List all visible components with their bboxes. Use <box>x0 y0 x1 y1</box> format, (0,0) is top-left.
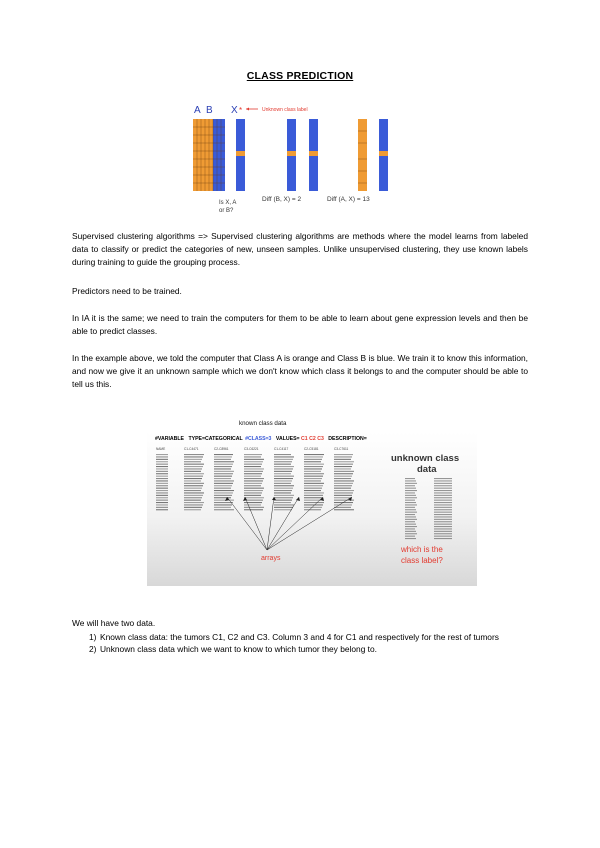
table-cell <box>405 516 416 517</box>
table-cell <box>184 471 201 472</box>
table-cell <box>244 492 262 493</box>
table-cell <box>214 454 233 455</box>
table-cell <box>434 478 452 479</box>
header-nclass: #CLASS=3 <box>245 436 272 442</box>
table-cell <box>214 473 233 474</box>
table-cell <box>434 483 452 484</box>
column-header-6: C3-C7611 <box>334 447 349 451</box>
table-cell <box>334 473 353 474</box>
table-cell <box>434 531 452 532</box>
table-cell <box>214 500 234 501</box>
table-cell <box>214 502 233 503</box>
table-cell <box>405 521 415 522</box>
table-cell <box>156 464 168 465</box>
table-cell <box>184 492 204 493</box>
table-cell <box>274 478 293 479</box>
diff-ax-label: Diff (A, X) = 13 <box>327 196 370 203</box>
table-cell <box>274 500 292 501</box>
table-cell <box>334 497 351 498</box>
table-cell <box>156 502 168 503</box>
table-cell <box>244 507 264 508</box>
table-cell <box>214 507 231 508</box>
table-cell <box>304 456 323 457</box>
table-cell <box>274 504 294 505</box>
table-cell <box>274 468 293 469</box>
diff-ax-mark-2 <box>379 151 388 156</box>
table-cell <box>214 468 231 469</box>
table-cell <box>334 495 352 496</box>
table-cell <box>214 488 231 489</box>
table-cell <box>244 466 261 467</box>
list-item-text: Known class data: the tumors C1, C2 and C3. Column 3 and 4 for C1 and respectively for the rest of tumors <box>100 631 499 642</box>
table-cell <box>214 459 231 460</box>
table-cell <box>405 488 416 489</box>
table-cell <box>156 466 168 467</box>
table-cell <box>184 478 202 479</box>
table-cell <box>434 516 452 517</box>
table-cell <box>156 497 168 498</box>
label-x: X <box>231 105 238 116</box>
table-cell <box>184 466 203 467</box>
table-cell <box>244 459 264 460</box>
table-cell <box>274 473 291 474</box>
table-cell <box>434 533 452 534</box>
table-cell <box>274 485 294 486</box>
label-b: B <box>206 105 213 116</box>
table-cell <box>244 504 261 505</box>
table-cell <box>434 490 452 491</box>
header-values-list: C1 C2 C3 <box>301 436 324 442</box>
table-cell <box>405 497 417 498</box>
table-cell <box>405 538 416 539</box>
table-cell <box>244 461 263 462</box>
table-cell <box>244 500 263 501</box>
table-cell <box>405 531 416 532</box>
table-cell <box>244 488 264 489</box>
table-cell <box>434 526 452 527</box>
table-cell <box>405 524 416 525</box>
table-cell <box>304 495 323 496</box>
table-cell <box>274 456 294 457</box>
known-class-label: known class data <box>239 420 287 427</box>
table-cell <box>405 533 417 534</box>
table-cell <box>214 497 231 498</box>
table-cell <box>334 480 354 481</box>
table-cell <box>405 504 417 505</box>
unknown-subtitle: data <box>417 464 437 475</box>
table-cell <box>214 466 232 467</box>
table-cell <box>274 461 292 462</box>
table-cell <box>214 504 232 505</box>
table-cell <box>274 480 292 481</box>
table-cell <box>156 456 168 457</box>
table-cell <box>434 509 452 510</box>
arrow-head-icon <box>246 108 249 111</box>
table-cell <box>156 488 168 489</box>
table-cell <box>156 480 168 481</box>
table-cell <box>274 464 291 465</box>
table-cell <box>334 459 351 460</box>
table-cell <box>304 504 323 505</box>
table-cell <box>244 497 264 498</box>
arrays-label: arrays <box>261 555 281 562</box>
table-cell <box>405 490 417 491</box>
table-cell <box>405 507 415 508</box>
table-cell <box>156 492 168 493</box>
table-cell <box>214 492 233 493</box>
table-cell <box>304 454 324 455</box>
table-cell <box>434 504 452 505</box>
table-cell <box>274 471 292 472</box>
column-header-name: NAME <box>156 447 166 451</box>
table-cell <box>214 461 234 462</box>
table-cell <box>434 514 452 515</box>
table-cell <box>434 528 452 529</box>
table-cell <box>184 473 204 474</box>
column-header-1: C1-C4471 <box>184 447 199 451</box>
table-cell <box>304 466 323 467</box>
table-cell <box>405 514 415 515</box>
table-cell <box>405 500 415 501</box>
table-cell <box>214 480 234 481</box>
table-cell <box>184 497 202 498</box>
table-cell <box>434 485 452 486</box>
table-cell <box>184 454 204 455</box>
table-cell <box>304 502 324 503</box>
table-cell <box>184 495 203 496</box>
unknown-class-label: Unknown class label <box>262 107 308 113</box>
table-cell <box>214 485 232 486</box>
class-data-figure <box>147 420 477 586</box>
table-cell <box>244 471 263 472</box>
list-item <box>72 631 528 644</box>
table-cell <box>184 509 201 510</box>
column-header-5: C2-C5181 <box>304 447 319 451</box>
table-cell <box>304 500 321 501</box>
paragraph-supervised: Supervised clustering algorithms => Supervised clustering algorithms are methods where the model learns from labeled data to classify or predict the categories of new, unseen samples. Unlike unsupervised clustering, they use known labels during training to guide the grouping process. <box>72 231 528 267</box>
which-label-line-1: which is the <box>401 545 443 554</box>
table-cell <box>304 507 322 508</box>
table-cell <box>334 485 352 486</box>
table-cell <box>214 476 232 477</box>
table-cell <box>405 495 416 496</box>
diff-ax-column-1 <box>358 119 367 191</box>
header-description: DESCRIPTION= <box>328 436 367 442</box>
table-cell <box>304 509 321 510</box>
sample-x-mark <box>236 151 245 156</box>
table-cell <box>334 466 352 467</box>
table-cell <box>184 507 202 508</box>
table-cell <box>405 485 415 486</box>
table-cell <box>434 495 452 496</box>
table-cell <box>434 519 452 520</box>
table-cell <box>244 473 262 474</box>
column-header-3: C3-C6221 <box>244 447 259 451</box>
column-header-2: C2-C8961 <box>214 447 229 451</box>
table-cell <box>434 536 452 537</box>
table-cell <box>434 538 452 539</box>
list-item-text: Unknown class data which we want to know to which tumor they belong to. <box>100 644 377 654</box>
table-cell <box>274 502 291 503</box>
table-cell <box>156 468 168 469</box>
table-cell <box>304 478 322 479</box>
table-cell <box>405 480 416 481</box>
asterisk-icon: * <box>239 106 243 115</box>
paragraph-predictors: Predictors need to be trained. <box>72 286 182 296</box>
table-cell <box>334 483 353 484</box>
class-comparison-figure <box>182 100 400 218</box>
table-cell <box>304 488 322 489</box>
table-cell <box>304 471 321 472</box>
list-intro: We will have two data. <box>72 618 156 628</box>
table-cell <box>244 485 261 486</box>
table-cell <box>334 471 354 472</box>
table-cell <box>304 461 321 462</box>
table-cell <box>156 507 168 508</box>
table-cell <box>304 476 323 477</box>
table-cell <box>434 502 452 503</box>
table-cell <box>334 504 352 505</box>
label-a: A <box>194 105 201 116</box>
table-cell <box>156 495 168 496</box>
table-cell <box>214 464 233 465</box>
table-cell <box>244 478 264 479</box>
table-cell <box>156 490 168 491</box>
class-a-column <box>193 119 213 191</box>
table-cell <box>156 461 168 462</box>
table-cell <box>156 500 168 501</box>
table-cell <box>405 519 417 520</box>
table-cell <box>334 509 354 510</box>
table-cell <box>274 459 293 460</box>
table-cell <box>156 478 168 479</box>
table-cell <box>405 512 417 513</box>
table-cell <box>244 476 261 477</box>
table-cell <box>405 509 416 510</box>
table-cell <box>274 483 291 484</box>
table-cell <box>274 509 292 510</box>
table-cell <box>244 509 263 510</box>
table-cell <box>244 483 262 484</box>
list-item <box>72 643 528 656</box>
table-cell <box>334 507 351 508</box>
diff-bx-mark-1 <box>287 151 296 156</box>
table-cell <box>214 490 234 491</box>
table-cell <box>184 459 202 460</box>
table-cell <box>274 495 294 496</box>
table-cell <box>334 490 354 491</box>
table-cell <box>434 507 452 508</box>
table-cell <box>304 492 324 493</box>
table-cell <box>184 490 201 491</box>
table-cell <box>274 492 291 493</box>
table-cell <box>334 488 351 489</box>
table-cell <box>334 464 353 465</box>
table-cell <box>405 492 415 493</box>
header-variable: #VARIABLE <box>155 436 185 442</box>
table-cell <box>184 488 202 489</box>
table-cell <box>334 456 352 457</box>
table-cell <box>405 483 417 484</box>
table-cell <box>274 454 291 455</box>
table-cell <box>244 480 263 481</box>
table-cell <box>214 471 234 472</box>
table-cell <box>304 483 324 484</box>
caption-is-x: Is X, A <box>219 200 237 206</box>
table-cell <box>434 488 452 489</box>
table-cell <box>334 454 353 455</box>
table-cell <box>214 478 231 479</box>
table-cell <box>184 476 203 477</box>
table-cell <box>244 490 263 491</box>
column-header-4: C1-C4117 <box>274 447 289 451</box>
table-cell <box>244 502 262 503</box>
table-cell <box>274 476 294 477</box>
table-cell <box>156 471 168 472</box>
list-item-number: 2) <box>89 644 97 654</box>
table-cell <box>405 502 416 503</box>
table-cell <box>304 490 321 491</box>
table-cell <box>184 461 201 462</box>
table-cell <box>156 485 168 486</box>
table-cell <box>434 524 452 525</box>
table-cell <box>334 476 352 477</box>
table-cell <box>244 454 262 455</box>
caption-or-b: or B? <box>219 208 234 214</box>
table-cell <box>214 509 234 510</box>
page-title: CLASS PREDICTION <box>246 70 354 82</box>
table-cell <box>304 464 324 465</box>
paragraph-ia: In IA it is the same; we need to train the computers for them to be able to learn about gene expression levels and then be able to predict classes. <box>72 313 528 336</box>
table-cell <box>184 480 201 481</box>
table-cell <box>434 492 452 493</box>
table-cell <box>304 485 323 486</box>
table-cell <box>244 456 261 457</box>
table-cell <box>274 466 294 467</box>
table-cell <box>334 478 351 479</box>
table-cell <box>434 512 452 513</box>
table-cell <box>334 492 353 493</box>
table-cell <box>405 526 417 527</box>
table-cell <box>184 483 204 484</box>
table-cell <box>274 490 292 491</box>
header-values: VALUES= <box>275 436 300 442</box>
table-cell <box>156 483 168 484</box>
table-cell <box>156 473 168 474</box>
table-cell <box>405 478 415 479</box>
table-cell <box>184 485 203 486</box>
table-cell <box>156 459 168 460</box>
table-cell <box>156 504 168 505</box>
table-cell <box>244 464 262 465</box>
table-cell <box>274 497 293 498</box>
table-cell <box>184 468 202 469</box>
table-cell <box>184 502 204 503</box>
table-cell <box>274 488 293 489</box>
table-cell <box>184 504 203 505</box>
paragraph-example: In the example above, we told the computer that Class A is orange and Class B is blue. We train it to know this information, and now we give it an unknown sample which we don't know which class it belongs to and the computer should be able to tell us this. <box>72 353 528 389</box>
table-cell <box>304 473 324 474</box>
table-cell <box>184 464 204 465</box>
unknown-title: unknown class <box>391 453 460 464</box>
table-cell <box>214 456 232 457</box>
table-cell <box>434 497 452 498</box>
table-cell <box>405 536 415 537</box>
table-cell <box>405 528 415 529</box>
table-cell <box>304 480 321 481</box>
table-cell <box>274 507 293 508</box>
table-cell <box>334 468 351 469</box>
table-cell <box>434 480 452 481</box>
table-cell <box>214 495 232 496</box>
table-cell <box>434 521 452 522</box>
diff-bx-label: Diff (B, X) = 2 <box>262 196 302 203</box>
list-item-number: 1) <box>89 631 97 642</box>
table-cell <box>304 459 322 460</box>
header-type: TYPE=CATEGORICAL <box>188 436 243 442</box>
which-label-line-2: class label? <box>401 556 443 565</box>
class-b-column <box>213 119 225 191</box>
table-cell <box>214 483 233 484</box>
table-cell <box>184 500 201 501</box>
table-cell <box>184 456 203 457</box>
table-cell <box>244 468 264 469</box>
table-cell <box>156 476 168 477</box>
table-cell <box>434 500 452 501</box>
diff-bx-mark-2 <box>309 151 318 156</box>
table-cell <box>244 495 261 496</box>
table-cell <box>304 497 322 498</box>
table-cell <box>156 509 168 510</box>
data-list <box>72 617 528 656</box>
table-cell <box>334 461 354 462</box>
table-cell <box>304 468 322 469</box>
table-cell <box>156 454 168 455</box>
